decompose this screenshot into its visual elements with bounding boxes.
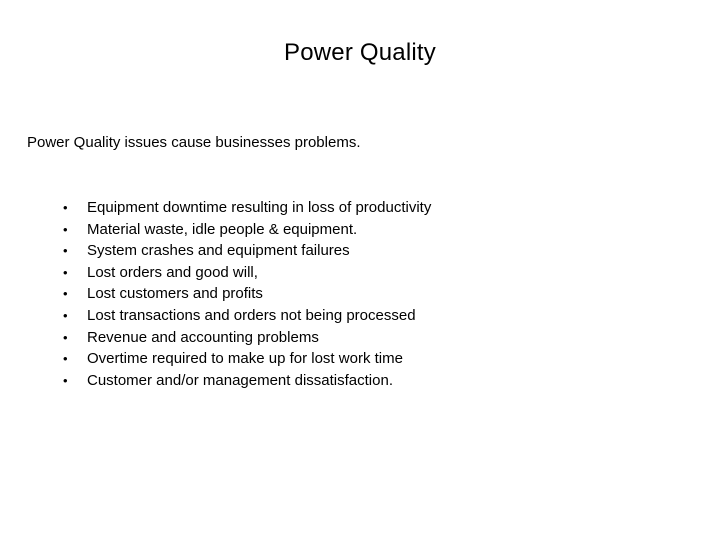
bullet-icon: • [63,351,68,367]
bullet-icon: • [63,372,68,388]
bullet-text: System crashes and equipment failures [87,242,350,260]
bullet-text: Lost transactions and orders not being processed [87,306,416,324]
bullet-text: Revenue and accounting problems [87,328,319,346]
bullet-text: Overtime required to make up for lost work time [87,350,403,368]
bullet-icon: • [63,286,68,302]
slide-title: Power Quality [284,39,436,66]
intro-text: Power Quality issues cause businesses problems. [27,134,361,151]
bullet-icon: • [63,329,68,345]
bullet-icon: • [63,243,68,259]
bullet-icon: • [63,264,68,280]
bullet-icon: • [63,200,68,215]
bullet-text: Lost orders and good will, [87,263,258,281]
bullet-text: Material waste, idle people & equipment. [87,220,358,238]
bullet-text: Lost customers and profits [87,285,263,303]
bullet-icon: • [63,221,68,237]
bullet-icon: • [63,307,68,323]
bullet-text: Equipment downtime resulting in loss of productivity [87,199,432,216]
bullet-text: Customer and/or management dissatisfaction. [87,371,393,389]
